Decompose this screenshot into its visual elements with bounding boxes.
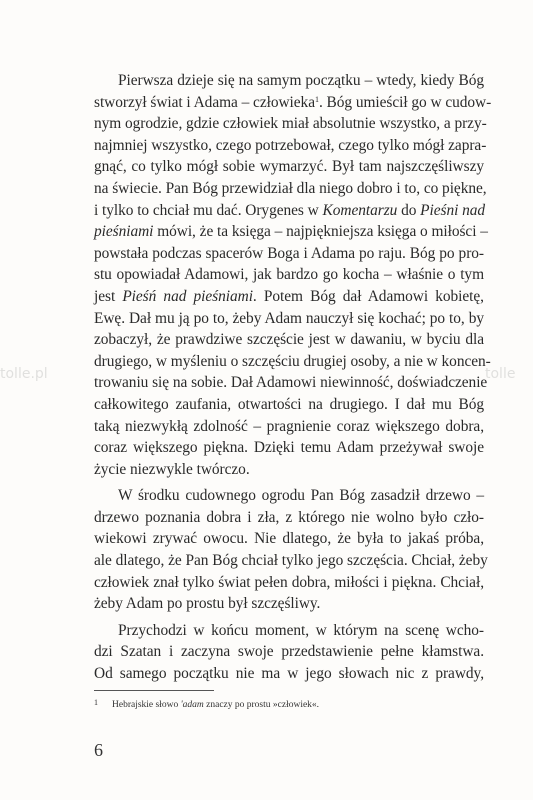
text-run: Ewę. Dał mu ją po to, żeby Adam nauczył się kochać; po to, by [94,309,484,327]
text-run: żeby Adam po prostu był szczęśliwy. [94,595,321,613]
text-line [94,593,484,615]
text-line [94,135,487,157]
text-line [94,221,488,243]
text-line [94,243,484,265]
text-line [94,92,492,114]
italic-text: pieśniami [94,223,154,241]
text-line [94,372,488,394]
text-run: ale dlatego, że Pan Bóg chciał tylko jego szczęścia. Chciał, żeby [94,552,488,570]
italic-text: Pieśń nad pieśniami [122,287,253,305]
text-line [94,178,487,200]
text-run: powstała podczas spacerów Boga i Adama po raju. Bóg po pro- [94,244,484,262]
text-run: jest [94,287,123,305]
text-run: drzewo poznania dobra i zła, z którego nie wolno było czło- [94,508,484,526]
footnote-text-before: Hebrajskie słowo [112,700,181,710]
text-run: coraz większego piękna. Dzięki temu Adam przeżywał swoje [94,439,484,457]
footnote-text-italic: 'adam [180,700,204,710]
text-run: nym ogrodzie, gdzie człowiek miał absolutnie wszystko, a przy- [94,115,487,133]
footnote [94,698,319,710]
text-run: Przychodzi w końcu moment, w którym na scenę wcho- [118,621,484,639]
footnote-mark: 1 [94,698,98,707]
text-run: stworzył świat i Adama – człowieka [94,93,315,111]
text-run: Pierwsza dzieje się na samym początku – wtedy, kiedy Bóg [118,72,484,89]
text-line [94,308,484,330]
text-run: gnąć, co tylko mógł sobie wymarzyć. Był tam najszczęśliwszy [94,158,484,176]
text-line [94,485,484,507]
text-line [94,286,484,308]
text-run: drugiego, w myśleniu o szczęściu drugiej osoby, a nie w koncen- [94,352,491,370]
text-line [94,507,484,529]
text-line [94,620,484,642]
footnote-text-after: znaczy po prostu »człowiek«. [203,700,320,710]
text-line [94,70,484,92]
text-run: taką niezwykłą zdolność – pragnienie coraz większego dobra, [94,417,484,435]
text-run: . Potem Bóg dał Adamowi kobietę, [252,287,484,305]
text-line [94,113,487,135]
text-run: całkowitego zaufania, otwartości na drugiego. I dał mu Bóg [94,395,484,413]
text-line [94,416,484,438]
body-text [94,70,492,685]
text-run: życie niezwykle twórczo. [94,460,250,478]
text-run: i tylko to chciał mu dać. Orygenes w [94,201,323,219]
text-line [94,641,484,663]
text-line [94,437,484,459]
text-run: trowaniu się na sobie. Dał Adamowi niewinność, doświadczenie [94,374,488,392]
footnote-divider [94,690,214,691]
text-run: Od samego początku nie ma w jego słowach nic z prawdy, [94,665,484,683]
text-line [94,394,484,416]
text-run: człowiek znał tylko świat pełen dobra, miłości i piękna. Chciał, [94,573,484,591]
text-run: . Bóg umieścił go w cudow- [318,93,492,111]
text-line [94,572,484,594]
text-run: na świecie. Pan Bóg przewidział dla niego dobro i to, co piękne, [94,179,487,197]
text-line [94,550,488,572]
text-line [94,200,484,222]
text-run: najmniej wszystko, czego potrzebował, czego tylko mógł zapra- [94,136,487,154]
text-line [94,663,484,685]
text-run: do [397,201,421,219]
text-line [94,459,484,481]
page-number: 6 [94,740,103,760]
footnote-reference: 1 [314,94,319,104]
text-run: zobaczył, że prawdziwe szczęście jest w dawaniu, w byciu dla [94,331,484,349]
italic-text: Komentarzu [322,201,398,219]
watermark-left: tolle.pl [0,366,48,382]
text-run: mówi, że ta księga – najpiękniejsza księga o miłości – [153,223,488,241]
text-line [94,528,484,550]
text-line [94,351,491,373]
text-line [94,264,484,286]
watermark-right: tolle [485,366,516,382]
italic-text: Pieśni nad [420,201,486,219]
text-line [94,329,484,351]
text-run: W środku cudownego ogrodu Pan Bóg zasadził drzewo – [118,487,484,505]
text-run: stu opowiadał Adamowi, jak bardzo go kocha – właśnie o tym [94,266,484,284]
text-run: wiekowi zrywać owocu. Nie dlatego, że była to jakaś próba, [94,530,484,548]
text-line [94,156,484,178]
text-run: dzi Szatan i zaczyna swoje przedstawienie pełne kłamstwa. [94,643,484,661]
